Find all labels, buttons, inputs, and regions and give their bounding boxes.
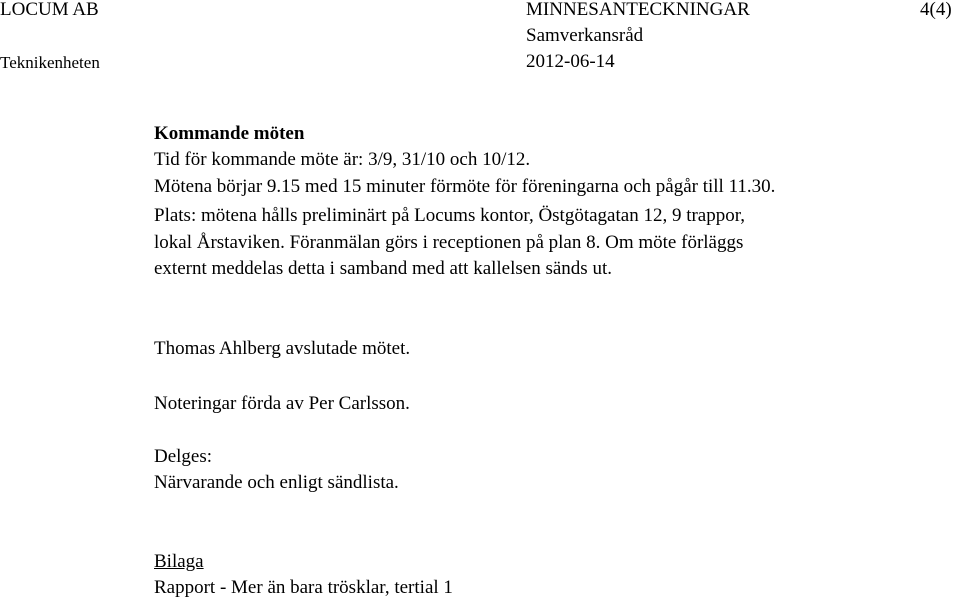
company-name: LOCUM AB (0, 0, 99, 20)
document-type: MINNESANTECKNINGAR (526, 0, 750, 20)
meeting-name: Samverkansråd (526, 25, 644, 46)
attachment-value: Rapport - Mer än bara trösklar, tertial 1 (154, 577, 453, 598)
upcoming-line: Tid för kommande möte är: 3/9, 31/10 och 10/12. (154, 149, 531, 170)
department-name: Teknikenheten (0, 53, 100, 72)
distribution-label: Delges: (154, 446, 213, 467)
distribution-value: Närvarande och enligt sändlista. (154, 472, 399, 493)
upcoming-line: Plats: mötena hålls preliminärt på Locums kontor, Östgötagatan 12, 9 trappor, (154, 205, 746, 226)
upcoming-line: externt meddelas detta i samband med att kallelsen sänds ut. (154, 258, 612, 279)
attachment-label: Bilaga (154, 551, 204, 572)
notes-by: Noteringar förda av Per Carlsson. (154, 393, 410, 414)
page-number: 4(4) (920, 0, 952, 20)
closing-statement: Thomas Ahlberg avslutade mötet. (154, 338, 411, 359)
upcoming-line: lokal Årstaviken. Föranmälan görs i receptionen på plan 8. Om möte förläggs (154, 232, 744, 253)
meeting-date: 2012-06-14 (526, 51, 615, 72)
upcoming-line: Mötena börjar 9.15 med 15 minuter förmöte för föreningarna och pågår till 11.30. (154, 176, 776, 197)
section-title-upcoming-meetings: Kommande möten (154, 123, 305, 144)
